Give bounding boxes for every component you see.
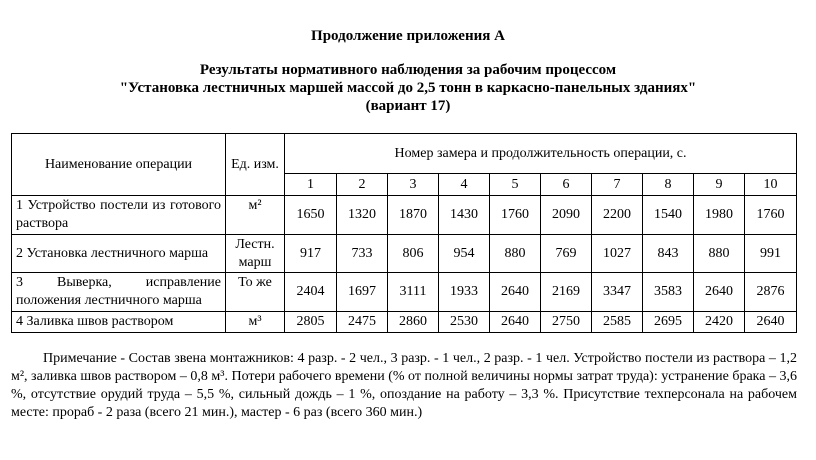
measurement-value: 880 — [490, 235, 541, 273]
measurement-value: 2169 — [541, 273, 592, 312]
measurement-value: 769 — [541, 235, 592, 273]
measurement-value: 1980 — [694, 196, 745, 235]
measurement-value: 2860 — [388, 312, 439, 333]
measurement-value: 2420 — [694, 312, 745, 333]
operation-name: 3 Выверка, исправление положения лестничного марша — [12, 273, 226, 312]
measurement-value: 954 — [439, 235, 490, 273]
measurement-value: 2090 — [541, 196, 592, 235]
measurement-value: 917 — [285, 235, 337, 273]
measurement-value: 2640 — [745, 312, 797, 333]
table-note — [11, 350, 797, 422]
measurement-value: 2640 — [490, 273, 541, 312]
measurement-value: 2530 — [439, 312, 490, 333]
measurement-value: 1760 — [745, 196, 797, 235]
document-title-variant: (вариант 17) — [365, 98, 451, 114]
document-title-line-2: "Установка лестничных маршей массой до 2,5 тонн в каркасно-панельных зданиях" — [119, 80, 697, 96]
measurement-value: 2585 — [592, 312, 643, 333]
measurement-value: 1650 — [285, 196, 337, 235]
header-measurement-number: 8 — [643, 174, 694, 196]
table-header-row — [12, 134, 797, 174]
header-measurement-number: 6 — [541, 174, 592, 196]
measurement-value: 1540 — [643, 196, 694, 235]
operation-name: 1 Устройство постели из готового раствора — [12, 196, 226, 235]
measurement-value: 991 — [745, 235, 797, 273]
measurement-value: 2695 — [643, 312, 694, 333]
header-measurement-number: 3 — [388, 174, 439, 196]
measurement-value: 2876 — [745, 273, 797, 312]
measurement-value: 806 — [388, 235, 439, 273]
header-measurements: Номер замера и продолжительность операции, с. — [285, 134, 797, 174]
document-title-line-1: Результаты нормативного наблюдения за рабочим процессом — [199, 62, 617, 78]
header-measurement-number: 10 — [745, 174, 797, 196]
measurement-value: 1760 — [490, 196, 541, 235]
measurement-value: 2404 — [285, 273, 337, 312]
header-measurement-number: 7 — [592, 174, 643, 196]
measurement-value: 3583 — [643, 273, 694, 312]
header-measurement-number: 2 — [337, 174, 388, 196]
operation-unit: м² — [226, 196, 285, 235]
measurement-value: 1320 — [337, 196, 388, 235]
measurement-value: 1870 — [388, 196, 439, 235]
measurement-value: 1933 — [439, 273, 490, 312]
measurement-value: 1027 — [592, 235, 643, 273]
operation-unit: Лестн. марш — [226, 235, 285, 273]
operation-name: 4 Заливка швов раствором — [12, 312, 226, 333]
appendix-continuation-heading: Продолжение приложения А — [311, 28, 505, 44]
measurement-value: 2200 — [592, 196, 643, 235]
table-row — [12, 273, 797, 312]
measurement-value: 1430 — [439, 196, 490, 235]
measurement-value: 2805 — [285, 312, 337, 333]
measurement-value: 880 — [694, 235, 745, 273]
header-operation: Наименование операции — [12, 134, 226, 196]
observation-table — [11, 133, 797, 333]
header-measurement-number: 9 — [694, 174, 745, 196]
note-text: Примечание - Состав звена монтажников: 4 разр. - 2 чел., 3 разр. - 1 чел., 2 разр. - 1 чел. Устройство постели из раствора – 1,2 м², заливка швов раствором – 0,8 м³. Потери рабочего времени (% от полной величины нормы затрат труда): устранение брака – 3,6 %, отсутствие орудий труда – 5,5 %, сильный дождь – 1 %, опоздание на работу – 3,3 %. Присутствие техперсонала на рабочем месте: прораб - 2 раза (всего 21 мин.), мастер - 6 раз (всего 360 мин.) — [11, 351, 797, 420]
operation-unit: То же — [226, 273, 285, 312]
operation-name: 2 Установка лестничного марша — [12, 235, 226, 273]
measurement-value: 733 — [337, 235, 388, 273]
table-row — [12, 196, 797, 235]
measurement-value: 1697 — [337, 273, 388, 312]
header-measurement-number: 4 — [439, 174, 490, 196]
measurement-value: 3111 — [388, 273, 439, 312]
header-unit: Ед. изм. — [226, 134, 285, 196]
measurement-value: 3347 — [592, 273, 643, 312]
table-row — [12, 235, 797, 273]
operation-unit: м³ — [226, 312, 285, 333]
table-row — [12, 312, 797, 333]
measurement-value: 2750 — [541, 312, 592, 333]
measurement-value: 843 — [643, 235, 694, 273]
measurement-value: 2640 — [694, 273, 745, 312]
header-measurement-number: 5 — [490, 174, 541, 196]
measurement-value: 2640 — [490, 312, 541, 333]
measurement-value: 2475 — [337, 312, 388, 333]
header-measurement-number: 1 — [285, 174, 337, 196]
